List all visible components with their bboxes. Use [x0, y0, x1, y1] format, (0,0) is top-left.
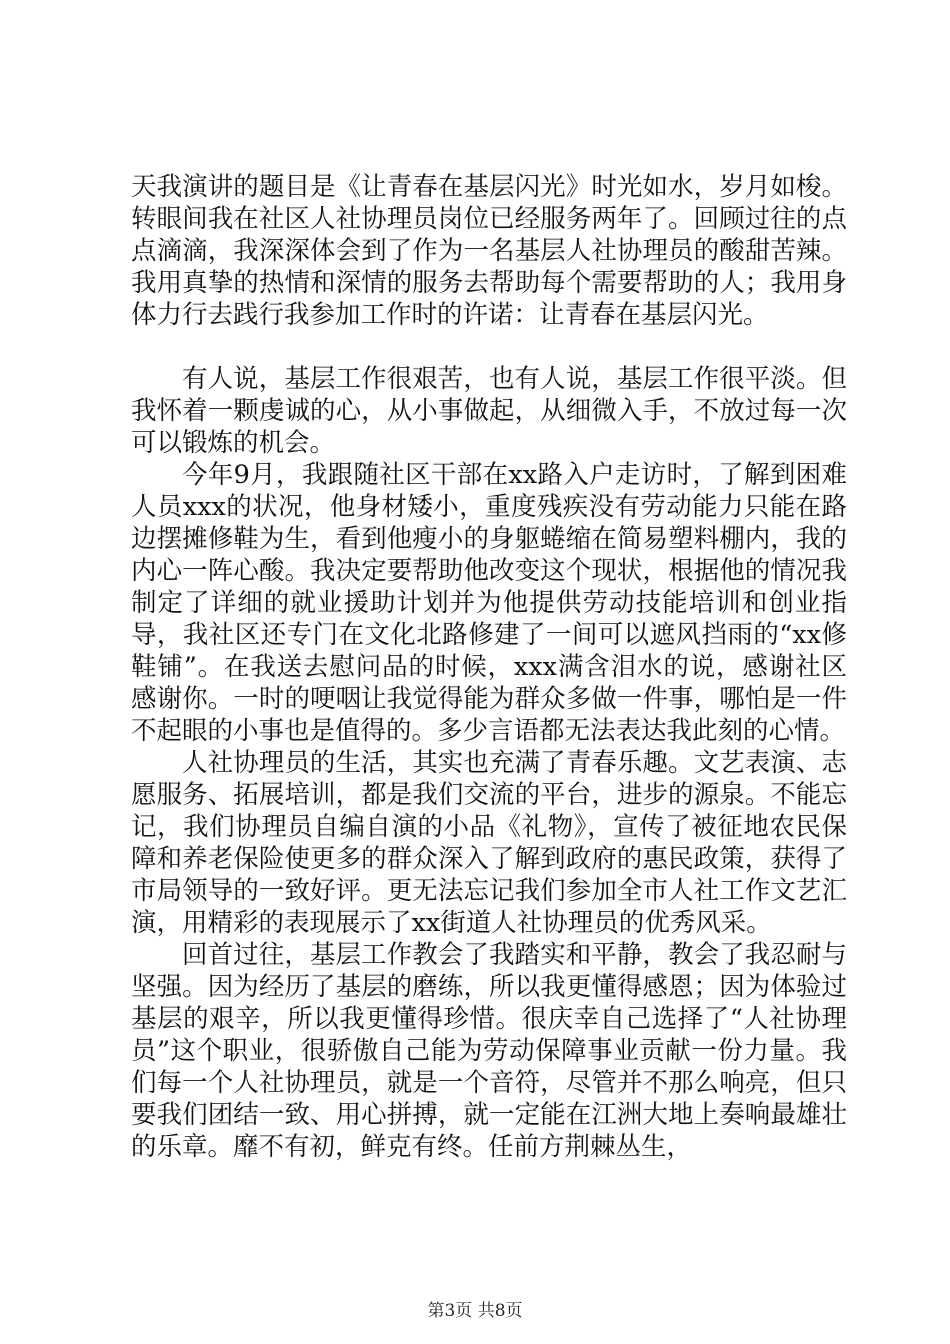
paragraph-4: 人社协理员的生活，其实也充满了青春乐趣。文艺表演、志愿服务、拓展培训，都是我们交流的平台，进步的源泉。不能忘记，我们协理员自编自演的小品《礼物》，宣传了被征地农民保障和养老保险使更多的群众深入了解到政府的惠民政策，获得了市局领导的一致好评。更无法忘记我们参加全市人社工作文艺汇演，用精彩的表现展示了xx街道人社协理员的优秀风采。: [131, 748, 847, 938]
paragraph-1: 天我演讲的题目是《让青春在基层闪光》时光如水，岁月如梭。转眼间我在社区人社协理员岗位已经服务两年了。回顾过往的点点滴滴，我深深体会到了作为一名基层人社协理员的酸甜苦辣。我用真挚的热情和深情的服务去帮助每个需要帮助的人；我用身体力行去践行我参加工作时的许诺：让青春在基层闪光。: [131, 172, 847, 330]
paragraph-5: 回首过往，基层工作教会了我踏实和平静，教会了我忍耐与坚强。因为经历了基层的磨练，所以我更懂得感恩；因为体验过基层的艰辛，所以我更懂得珍惜。很庆幸自己选择了“人社协理员”这个职业，很骄傲自己能为劳动保障事业贡献一份力量。我们每一个人社协理员，就是一个音符，尽管并不那么响亮，但只要我们团结一致、用心拼搏，就一定能在江洲大地上奏响最雄壮的乐章。靡不有初，鲜克有终。任前方荆棘丛生，: [131, 940, 847, 1162]
paragraph-gap: [131, 331, 847, 363]
paragraph-3: 今年9月，我跟随社区干部在xx路入户走访时，了解到困难人员xxx的状况，他身材矮小，重度残疾没有劳动能力只能在路边摆摊修鞋为生，看到他瘦小的身躯蜷缩在简易塑料棚内，我的内心一阵心酸。我决定要帮助他改变这个现状，根据他的情况我制定了详细的就业援助计划并为他提供劳动技能培训和创业指导，我社区还专门在文化北路修建了一间可以遮风挡雨的“xx修鞋铺”。在我送去慰问品的时候，xxx满含泪水的说，感谢社区感谢你。一时的哽咽让我觉得能为群众多做一件事，哪怕是一件不起眼的小事也是值得的。多少言语都无法表达我此刻的心情。: [131, 460, 847, 746]
paragraph-2: 有人说，基层工作很艰苦，也有人说，基层工作很平淡。但我怀着一颗虔诚的心，从小事做起，从细微入手，不放过每一次可以锻炼的机会。: [131, 364, 847, 458]
document-body: [131, 171, 847, 1163]
page-footer: 第3页 共8页: [427, 1301, 523, 1321]
